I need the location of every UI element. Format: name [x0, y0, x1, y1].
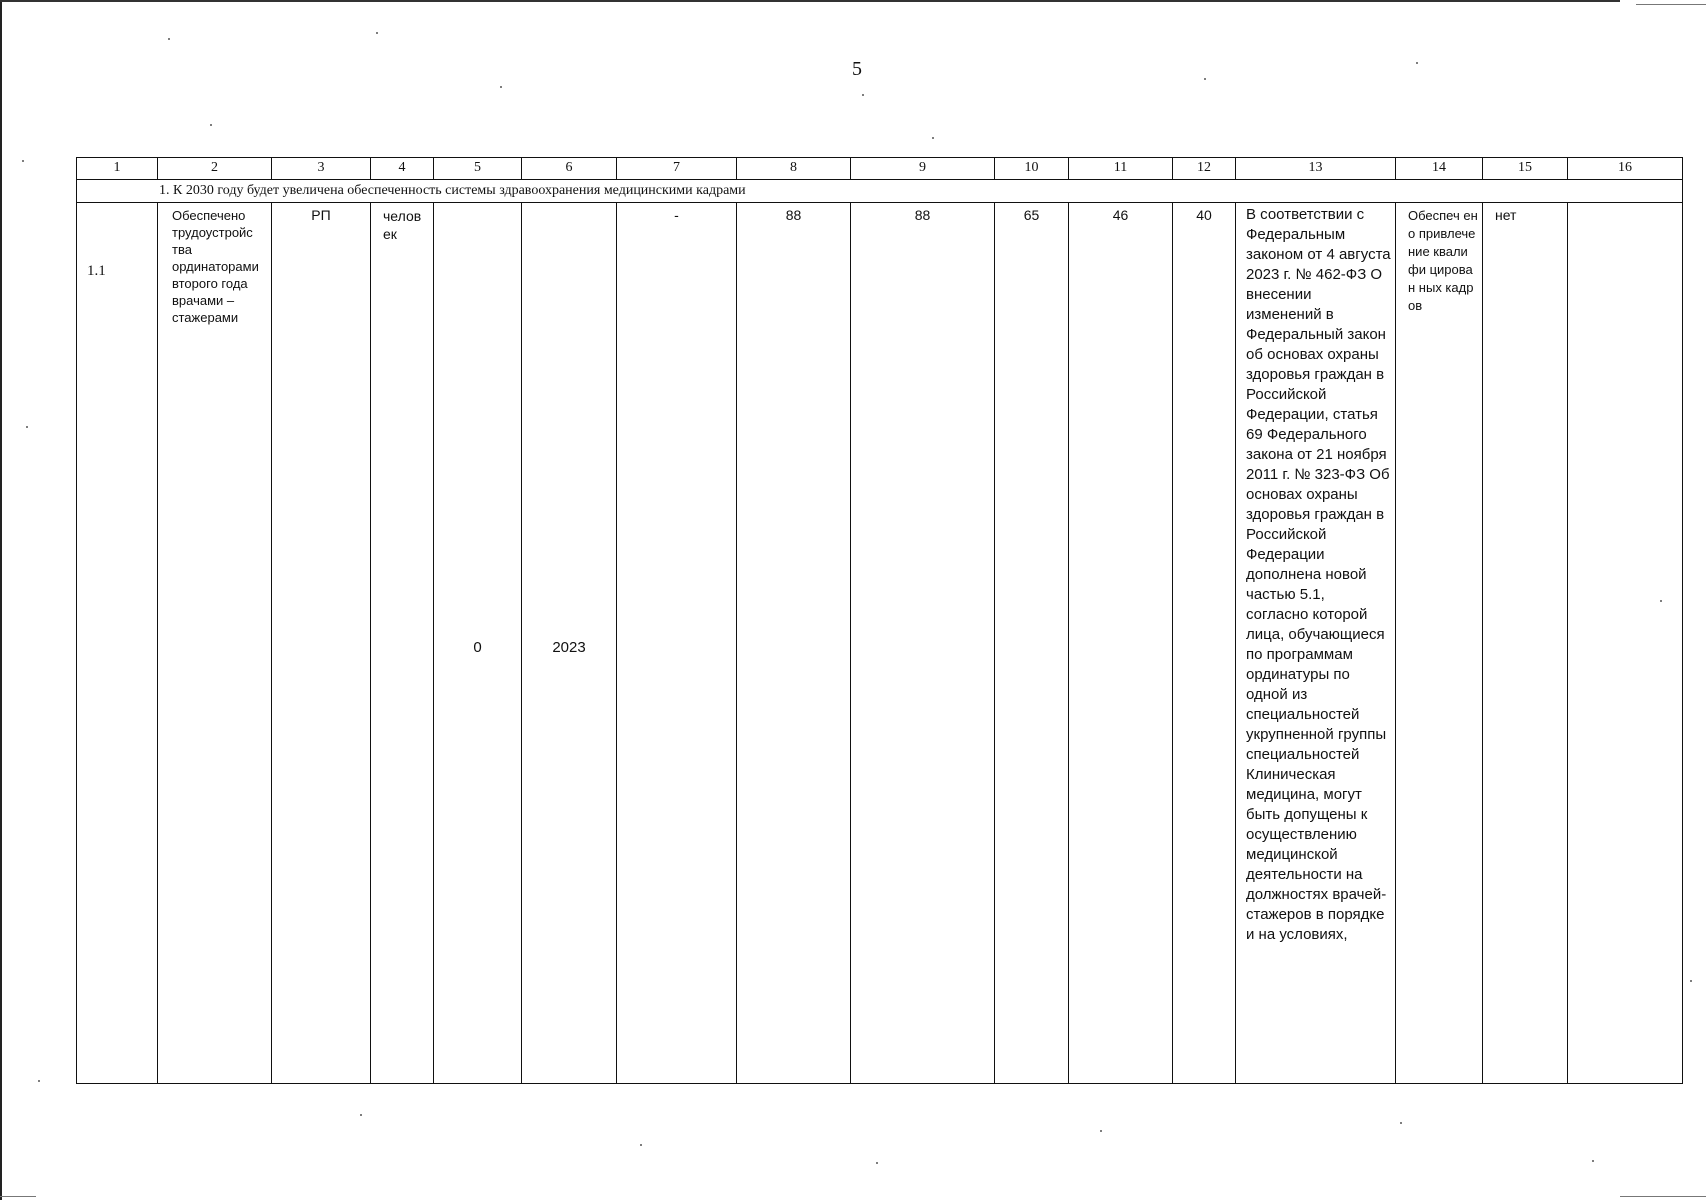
- scan-speck: [168, 38, 170, 40]
- col16-cell: [1568, 203, 1683, 1084]
- scan-speck: [640, 1144, 642, 1146]
- base-year: 2023: [552, 639, 586, 656]
- scan-speck: [932, 137, 934, 139]
- header-cell: 5: [434, 158, 522, 180]
- scan-speck: [500, 86, 502, 88]
- col11-cell: [1069, 203, 1173, 1084]
- header-cell: 3: [272, 158, 371, 180]
- scan-speck: [22, 160, 24, 162]
- indicators-table: [76, 157, 1683, 1084]
- col16-value: [1568, 203, 1682, 207]
- base-year-cell: [522, 203, 617, 1084]
- col10-cell: [995, 203, 1069, 1084]
- risk-cell: [1483, 203, 1568, 1084]
- indicator-name: Обеспечено трудоустройс тва ординаторами второго года врачами – стажерами: [172, 208, 259, 325]
- header-cell: 10: [995, 158, 1069, 180]
- base-value-cell: [434, 203, 522, 1084]
- scan-speck: [1660, 600, 1662, 602]
- scan-edge-mark: [0, 1196, 36, 1197]
- col12-cell: [1173, 203, 1236, 1084]
- scan-speck: [876, 1162, 878, 1164]
- result-text: Обеспеч ено привлече ние квалифи цирован ных кадров: [1408, 208, 1478, 313]
- scan-edge-mark: [1620, 1196, 1706, 1197]
- col12-value: 40: [1196, 207, 1212, 223]
- result-cell: [1396, 203, 1483, 1084]
- page-number: 5: [852, 58, 862, 80]
- scan-top-edge: [0, 0, 1620, 2]
- row-number-cell: [77, 203, 158, 1084]
- scan-edge-mark: [1636, 4, 1706, 5]
- table-row: [77, 203, 1683, 1084]
- col8-cell: [737, 203, 851, 1084]
- scan-left-edge: [0, 0, 2, 1200]
- header-cell: 11: [1069, 158, 1173, 180]
- header-cell: 12: [1173, 158, 1236, 180]
- scan-speck: [1416, 62, 1418, 64]
- header-cell: 16: [1568, 158, 1683, 180]
- scan-speck: [1592, 1160, 1594, 1162]
- header-cell: 8: [737, 158, 851, 180]
- col11-value: 46: [1112, 207, 1129, 223]
- section-title: 1. К 2030 году будет увеличена обеспеченность системы здравоохранения медицинскими кадрами: [77, 180, 1683, 203]
- header-cell: 2: [158, 158, 272, 180]
- row-number: 1.1: [87, 263, 106, 279]
- basis-cell: [1236, 203, 1396, 1084]
- header-cell: 13: [1236, 158, 1396, 180]
- scan-speck: [862, 94, 864, 96]
- scan-speck: [1400, 1122, 1402, 1124]
- column-number-row: [77, 158, 1683, 180]
- scan-speck: [1100, 1130, 1102, 1132]
- header-cell: 15: [1483, 158, 1568, 180]
- unit-of-measure: челов ек: [383, 208, 422, 242]
- indicator-name-cell: [158, 203, 272, 1084]
- scan-speck: [210, 124, 212, 126]
- scan-speck: [1204, 78, 1206, 80]
- col9-cell: [851, 203, 995, 1084]
- col7-value: -: [674, 207, 679, 223]
- header-cell: 9: [851, 158, 995, 180]
- risk-text: нет: [1495, 207, 1517, 223]
- header-cell: 1: [77, 158, 158, 180]
- indicator-level: РП: [311, 207, 331, 223]
- col9-value: 88: [914, 207, 931, 223]
- base-value: 0: [473, 639, 482, 656]
- legal-basis-text: В соответствии с Федеральным законом от 4 августа 2023 г. № 462-ФЗ О внесении изменений в Федеральный закон об основах охраны здоровья граждан в Российской Федерации, статья 69 Федерального закона от 21 ноября 2011 г. № 323-ФЗ Об основах охраны здоровья граждан в Российской Федерации дополнена новой частью 5.1, согласно которой лица, обучающиеся по программам ординатуры по одной из специальностей укрупненной группы специальностей Клиническая медицина, могут быть допущены к осуществлению медицинской деятельности на должностях врачей-стажеров в порядке и на условиях,: [1246, 206, 1391, 943]
- level-cell: [272, 203, 371, 1084]
- scan-speck: [360, 1114, 362, 1116]
- header-cell: 14: [1396, 158, 1483, 180]
- header-cell: 4: [371, 158, 434, 180]
- header-cell: 6: [522, 158, 617, 180]
- scan-speck: [38, 1080, 40, 1082]
- unit-cell: [371, 203, 434, 1084]
- section-row: [77, 180, 1683, 203]
- scan-speck: [1690, 980, 1692, 982]
- scan-speck: [26, 426, 28, 428]
- scan-speck: [376, 32, 378, 34]
- col7-cell: [617, 203, 737, 1084]
- col10-value: 65: [1023, 207, 1040, 223]
- header-cell: 7: [617, 158, 737, 180]
- col8-value: 88: [785, 207, 802, 223]
